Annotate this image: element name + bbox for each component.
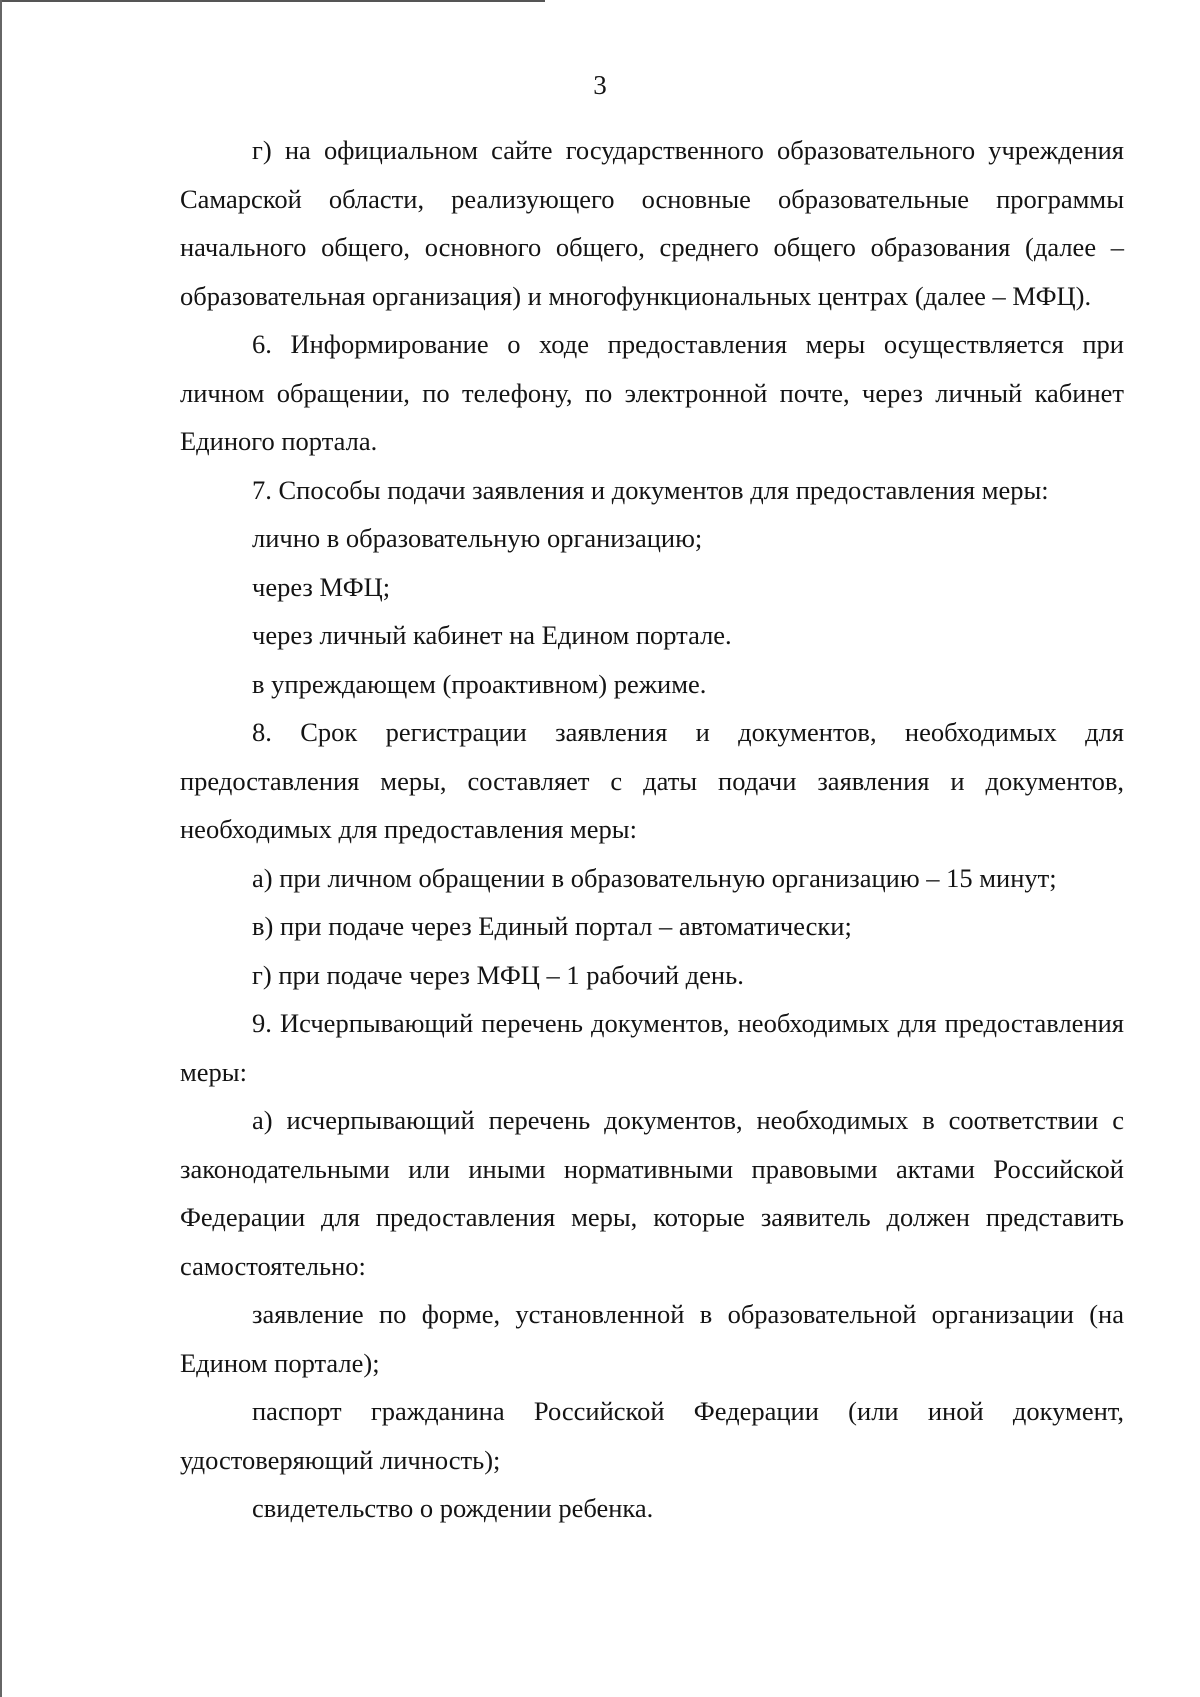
paragraph-9-item-a: а) исчерпывающий перечень документов, необходимых в соответствии с законодательными или иными нормативными правовыми актами Российской Федерации для предоставления меры, которые заявитель должен представить самостоятельно: [180,1105,1124,1281]
document-body [180,126,1124,1533]
paragraph-8-item-v: в) при подаче через Единый портал – автоматически; [252,911,852,941]
paragraph-9-doc-2: паспорт гражданина Российской Федерации (или иной документ, удостоверяющий личность); [180,1396,1124,1475]
paragraph-7: 7. Способы подачи заявления и документов для предоставления меры: [252,474,1049,505]
paragraph-9-doc-1: заявление по форме, установленной в образовательной организации (на Едином портале); [180,1299,1124,1378]
paragraph-8: 8. Срок регистрации заявления и документов, необходимых для предоставления меры, составляет с даты подачи заявления и документов, необходимых для предоставления меры: [180,717,1124,844]
paragraph-7-item-2: через МФЦ; [252,571,391,602]
paragraph-6: 6. Информирование о ходе предоставления меры осуществляется при личном обращении, по телефону, по электронной почте, через личный кабинет Единого портала. [180,329,1124,456]
paragraph-9-doc-3: свидетельство о рождении ребенка. [252,1493,654,1523]
paragraph-7-item-1: лично в образовательную организацию; [252,523,703,553]
paragraph-9: 9. Исчерпывающий перечень документов, необходимых для предоставления меры: [180,1008,1124,1087]
scan-edge-top [0,0,545,2]
paragraph-7-item-4: в упреждающем (проактивном) режиме. [252,668,707,699]
paragraph-8-item-a: а) при личном обращении в образовательную организацию – 15 минут; [252,862,1057,893]
paragraph-8-item-g: г) при подаче через МФЦ – 1 рабочий день. [252,959,744,990]
scan-edge-left [0,0,2,1697]
page-number: 3 [593,70,607,100]
paragraph-5g: г) на официальном сайте государственного образовательного учреждения Самарской области, реализующего основные образовательные программы начального общего, основного общего, среднего общего образования (далее – образовательная организация) и многофункциональных центрах (далее – МФЦ). [180,135,1124,311]
paragraph-7-item-3: через личный кабинет на Едином портале. [252,620,732,650]
